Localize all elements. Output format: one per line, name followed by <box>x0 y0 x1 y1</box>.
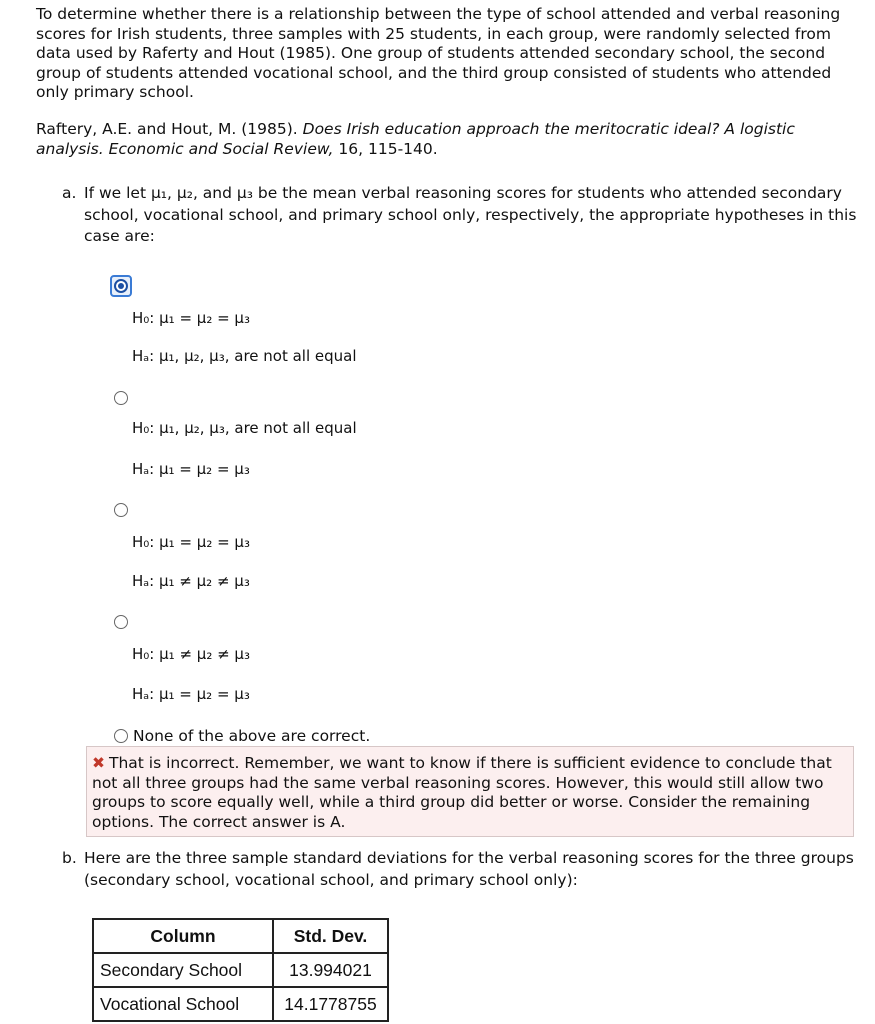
row-value: 13.994021 <box>273 953 388 987</box>
table-row <box>93 987 388 1021</box>
option-none-label: None of the above are correct. <box>133 727 371 745</box>
part-b-question <box>62 848 862 891</box>
incorrect-x-icon: ✖ <box>92 754 105 772</box>
row-name: Vocational School <box>93 987 273 1021</box>
feedback-box <box>86 746 854 837</box>
option-d-radio[interactable] <box>114 615 128 629</box>
reference-authors: Raftery, A.E. and Hout, M. (1985). <box>36 120 303 138</box>
part-b-text: Here are the three sample standard deviations for the verbal reasoning scores for the three groups (secondary school, vocational school, and primary school only): <box>84 849 854 889</box>
std-dev-table <box>92 918 389 1022</box>
part-a-question <box>62 183 862 248</box>
option-b-radio[interactable] <box>114 391 128 405</box>
reference-citation <box>36 120 856 159</box>
table-header-row <box>93 919 388 953</box>
part-a-text: If we let μ₁, μ₂, and μ₃ be the mean verbal reasoning scores for students who attended secondary school, vocational school, and primary school only, respectively, the appropriate hypotheses in this case are: <box>84 184 857 245</box>
table-row <box>93 953 388 987</box>
intro-paragraph: To determine whether there is a relationship between the type of school attended and verbal reasoning scores for Irish students, three samples with 25 students, in each group, were randomly selected from data used by Raferty and Hout (1985). One group of students attended secondary school, the second group of students attended vocational school, and the third group consisted of students who attended only primary school. <box>36 5 841 101</box>
header-column: Column <box>93 919 273 953</box>
option-c-h0: H₀: μ₁ = μ₂ = μ₃ <box>132 533 250 551</box>
row-name: Secondary School <box>93 953 273 987</box>
row-value: 14.1778755 <box>273 987 388 1021</box>
option-a-radio[interactable] <box>110 275 132 297</box>
option-b-h0: H₀: μ₁, μ₂, μ₃, are not all equal <box>132 419 357 437</box>
option-none-radio[interactable] <box>114 729 128 743</box>
feedback-text: That is incorrect. Remember, we want to know if there is sufficient evidence to conclude that not all three groups had the same verbal reasoning scores. However, this would still allow two groups to score equally well, while a third group did better or worse. Consider the remaining options. The correct answer is A. <box>92 754 832 831</box>
option-c-radio[interactable] <box>114 503 128 517</box>
radio-selected-icon <box>114 279 128 293</box>
option-d-h0: H₀: μ₁ ≠ μ₂ ≠ μ₃ <box>132 645 250 663</box>
option-c-ha: Hₐ: μ₁ ≠ μ₂ ≠ μ₃ <box>132 572 250 590</box>
reference-rest: 16, 115-140. <box>333 139 438 158</box>
option-d-ha: Hₐ: μ₁ = μ₂ = μ₃ <box>132 685 250 703</box>
option-a-h0: H₀: μ₁ = μ₂ = μ₃ <box>132 309 250 327</box>
reference-title: Does Irish education approach the meritocratic ideal? A logistic analysis. Economic and Social Review, <box>36 120 795 158</box>
part-a-label: a. <box>62 184 77 202</box>
header-std-dev: Std. Dev. <box>273 919 388 953</box>
option-b-ha: Hₐ: μ₁ = μ₂ = μ₃ <box>132 460 250 478</box>
option-a-ha: Hₐ: μ₁, μ₂, μ₃, are not all equal <box>132 347 357 365</box>
part-b-label: b. <box>62 849 77 867</box>
